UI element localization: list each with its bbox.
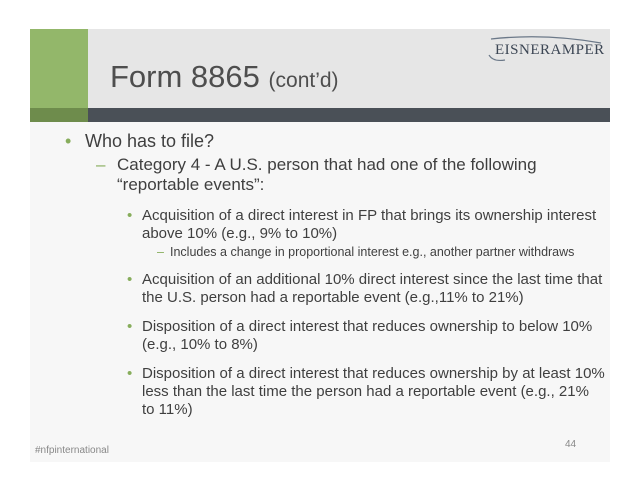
bullet-disposition-below: [60, 318, 605, 354]
bullet-text: Includes a change in proportional interest e.g., another partner withdraws: [170, 245, 575, 259]
slide-title: [110, 59, 339, 95]
bullet-text: Acquisition of an additional 10% direct interest since the last time that the U.S. person had a reportable event (e.g.,11% to 21%): [142, 271, 603, 306]
bullet-marker: •: [127, 207, 133, 224]
slide: [30, 29, 610, 462]
company-logo: [485, 35, 603, 65]
bullet-text: Category 4 - A U.S. person that had one of the following “reportable events”:: [117, 155, 537, 194]
bullet-proportional-change: [60, 245, 605, 260]
footer-hashtag: #nfpinternational: [35, 445, 109, 456]
title-main: Form 8865: [110, 59, 260, 94]
accent-strip: [30, 108, 88, 122]
slide-body: [60, 130, 605, 419]
bullet-marker: –: [96, 155, 106, 174]
divider-strip: [88, 108, 610, 122]
bullet-marker: –: [157, 245, 164, 259]
title-suffix: (cont’d): [268, 69, 339, 92]
bullet-disposition-at-least: [60, 365, 605, 419]
bullet-marker: •: [127, 365, 133, 382]
bullet-marker: •: [65, 131, 72, 151]
page-number: 44: [565, 439, 577, 450]
accent-block: [30, 29, 88, 108]
bullet-marker: •: [127, 271, 133, 288]
bullet-category-4: [60, 155, 605, 195]
bullet-text: Disposition of a direct interest that reduces ownership to below 10% (e.g., 10% to 8%): [142, 318, 593, 353]
bullet-who-files: [60, 130, 605, 152]
bullet-acquisition-direct: [60, 207, 605, 243]
bullet-text: Acquisition of a direct interest in FP that brings its ownership interest above 10% (e.g., 9% to 10%): [142, 207, 597, 242]
bullet-text: Disposition of a direct interest that reduces ownership by at least 10% less than the last time the person had a reportable event (e.g., 21% to 11%): [142, 365, 605, 418]
bullet-marker: •: [127, 318, 133, 335]
logo-text: EISNERAMPER: [495, 42, 605, 58]
bullet-acquisition-additional: [60, 271, 605, 307]
bullet-text: Who has to file?: [85, 131, 215, 151]
